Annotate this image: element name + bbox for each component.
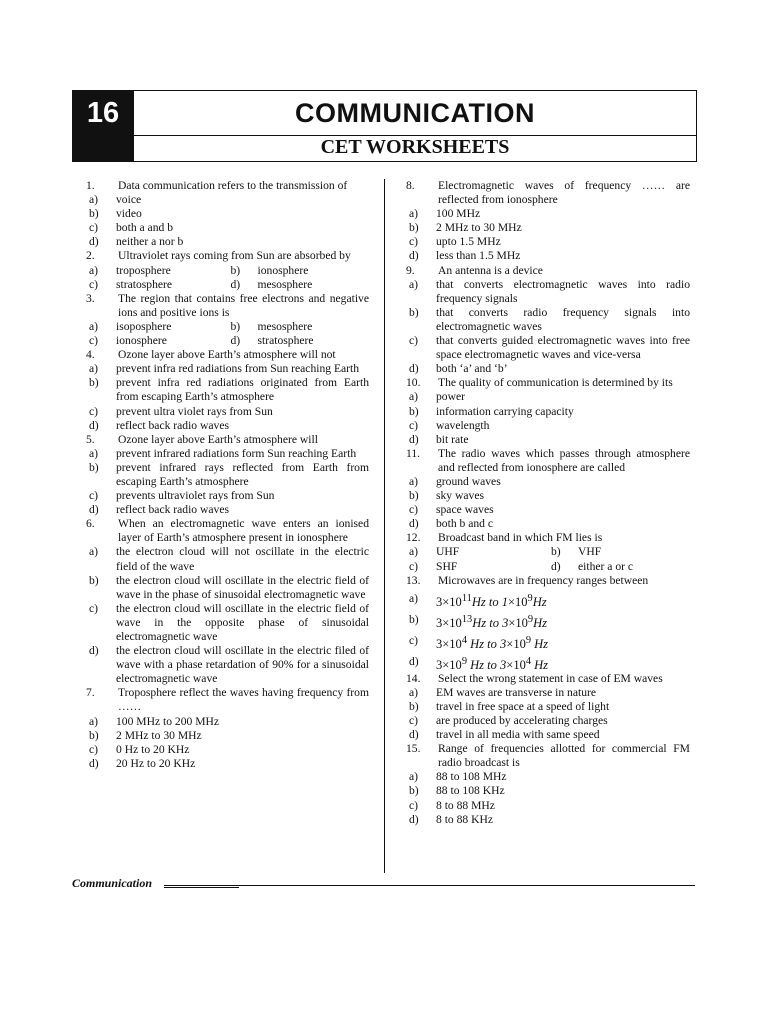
question-number: 10.	[406, 376, 421, 390]
formula-exponent: 11	[461, 592, 472, 604]
option-text: travel in free space at a speed of light	[436, 699, 610, 713]
question	[86, 292, 369, 320]
question	[406, 672, 690, 686]
option-text: 100 MHz to 200 MHz	[116, 714, 220, 728]
option-text: bit rate	[436, 432, 469, 446]
answer-option	[406, 560, 548, 574]
option-text: stratosphere	[257, 334, 314, 348]
option-letter: d)	[230, 334, 241, 348]
answer-option	[86, 376, 369, 404]
option-text: information carrying capacity	[436, 404, 574, 418]
answer-option-formula	[406, 588, 690, 609]
question	[406, 179, 690, 207]
answer-option	[406, 714, 690, 728]
question	[86, 249, 369, 263]
option-text: mesosphere	[257, 277, 313, 291]
answer-option-row	[86, 278, 369, 292]
option-letter: d)	[409, 432, 419, 446]
option-text: both a and b	[116, 221, 173, 235]
option-text: prevent infrared rays reflected from Earth from escaping Earth’s atmosphere	[116, 460, 369, 488]
option-text: the electron cloud will oscillate in the electric filed of wave with a phase retardation of 90% for a sinusoidal electromagnetic wave	[116, 644, 369, 686]
option-letter: c)	[409, 559, 419, 573]
option-letter: a)	[89, 714, 99, 728]
question-text: Troposphere reflect the waves having frequency from ……	[118, 686, 369, 714]
answer-option	[406, 419, 690, 433]
option-letter: c)	[409, 714, 419, 727]
option-text: either a or c	[578, 559, 634, 573]
question-text: Ozone layer above Earth’s atmosphere will	[118, 432, 318, 446]
option-letter: b)	[409, 305, 419, 319]
formula-unit: Hz	[531, 657, 549, 672]
question	[406, 574, 690, 588]
answer-option	[86, 405, 369, 419]
answer-option	[86, 574, 369, 602]
option-letter: a)	[409, 591, 419, 605]
answer-option-row	[86, 320, 369, 334]
question-number: 11.	[406, 446, 421, 460]
option-letter: c)	[409, 633, 419, 647]
formula-mantissa: 3	[436, 657, 443, 672]
answer-option	[406, 235, 690, 249]
option-text: mesosphere	[257, 319, 313, 333]
option-letter: d)	[409, 249, 419, 263]
answer-option	[406, 278, 690, 306]
option-letter: a)	[89, 545, 99, 559]
option-text: that converts guided electromagnetic waves into free space electromagnetic waves and vice-versa	[436, 334, 690, 362]
answer-option	[406, 728, 690, 742]
option-letter: a)	[409, 207, 419, 221]
formula-text	[436, 613, 548, 630]
chapter-subtitle: CET WORKSHEETS	[134, 134, 697, 162]
answer-option	[406, 390, 690, 404]
answer-option	[86, 602, 369, 644]
option-text: VHF	[578, 545, 602, 559]
option-letter: c)	[89, 221, 99, 235]
option-text: that converts electromagnetic waves into radio frequency signals	[436, 277, 690, 305]
right-column	[406, 179, 690, 827]
answer-option	[406, 770, 690, 784]
option-text: reflect back radio waves	[116, 503, 229, 517]
question	[86, 686, 369, 714]
answer-option	[406, 489, 690, 503]
option-text: SHF	[436, 559, 458, 573]
question-number: 3.	[86, 291, 95, 305]
option-text: power	[436, 390, 465, 404]
answer-option	[406, 207, 690, 221]
question-number: 13.	[406, 573, 421, 587]
answer-option	[406, 306, 690, 334]
question-text: An antenna is a device	[438, 263, 543, 277]
question-number: 2.	[86, 249, 95, 263]
question-number: 4.	[86, 348, 95, 362]
option-letter: d)	[89, 644, 99, 658]
answer-option	[86, 334, 228, 348]
question-text: When an electromagnetic wave enters an ionised layer of Earth’s atmosphere present in ionosphere	[118, 517, 369, 545]
chapter-header	[72, 90, 698, 162]
option-text: reflect back radio waves	[116, 418, 229, 432]
answer-option-formula	[406, 609, 690, 630]
answer-option	[86, 715, 369, 729]
answer-option	[228, 264, 370, 278]
times-sign: ×10	[506, 636, 526, 651]
question-text: Ozone layer above Earth’s atmosphere will not	[118, 348, 336, 362]
option-text: upto 1.5 MHz	[436, 235, 501, 249]
times-sign: ×10	[442, 594, 462, 609]
option-text: video	[116, 207, 142, 221]
times-sign: ×10	[442, 657, 462, 672]
option-letter: a)	[409, 277, 419, 291]
option-letter: a)	[409, 685, 419, 699]
option-text: wavelength	[436, 418, 490, 432]
option-letter: c)	[89, 601, 99, 615]
question-number: 9.	[406, 263, 415, 277]
option-letter: d)	[89, 756, 99, 770]
answer-option	[406, 784, 690, 798]
question-number: 12.	[406, 531, 421, 545]
question	[406, 531, 690, 545]
answer-option	[406, 813, 690, 827]
option-text: ionosphere	[257, 263, 309, 277]
option-text: 8 to 88 KHz	[436, 812, 493, 826]
option-text: troposphere	[116, 263, 171, 277]
answer-option	[86, 729, 369, 743]
answer-option	[406, 503, 690, 517]
option-text: 100 MHz	[436, 207, 481, 221]
option-letter: c)	[409, 334, 419, 348]
question-text: Broadcast band in which FM lies is	[438, 531, 603, 545]
option-letter: d)	[89, 418, 99, 432]
option-letter: a)	[89, 263, 99, 277]
answer-option	[228, 334, 370, 348]
option-text: the electron cloud will oscillate in the electric field of wave in the phase of sinusoidal electromagnetic wave	[116, 573, 369, 601]
column-divider	[384, 179, 385, 873]
question-text: The quality of communication is determined by its	[438, 376, 673, 390]
option-letter: d)	[409, 728, 419, 742]
question-number: 6.	[86, 517, 95, 531]
answer-option	[86, 235, 369, 249]
answer-option	[86, 503, 369, 517]
option-letter: d)	[89, 503, 99, 517]
answer-option	[86, 278, 228, 292]
option-letter: a)	[409, 390, 419, 404]
answer-option	[86, 207, 369, 221]
times-sign: ×10	[508, 615, 528, 630]
option-letter: d)	[230, 277, 241, 291]
question-number: 1.	[86, 179, 95, 192]
option-letter: b)	[551, 545, 561, 559]
formula-mantissa: 3	[436, 615, 443, 630]
question-text: The radio waves which passes through atmosphere and reflected from ionosphere are called	[438, 446, 690, 474]
answer-option	[86, 193, 369, 207]
question	[406, 376, 690, 390]
option-text: ground waves	[436, 474, 501, 488]
option-letter: b)	[409, 404, 419, 418]
formula-mid: Hz to 3	[467, 657, 507, 672]
formula-exponent: 13	[461, 613, 473, 625]
answer-option	[406, 433, 690, 447]
formula-unit: Hz	[531, 636, 549, 651]
option-text: prevent infra red radiations originated from Earth from escaping Earth’s atmosphere	[116, 376, 369, 404]
answer-option	[406, 686, 690, 700]
formula-mid: Hz to 1	[471, 594, 508, 609]
answer-option	[406, 517, 690, 531]
answer-option-row	[406, 560, 690, 574]
formula-exponent: 4	[461, 634, 468, 646]
answer-option	[86, 447, 369, 461]
answer-option	[86, 757, 369, 771]
answer-option	[406, 545, 548, 559]
option-letter: b)	[89, 573, 99, 587]
option-letter: b)	[89, 728, 99, 742]
chapter-title: COMMUNICATION	[134, 90, 697, 136]
answer-option	[228, 278, 370, 292]
answer-option	[548, 560, 690, 574]
option-text: both b and c	[436, 517, 493, 531]
answer-option	[86, 362, 369, 376]
option-text: space waves	[436, 503, 494, 517]
question	[86, 348, 369, 362]
option-text: prevents ultraviolet rays from Sun	[116, 489, 275, 503]
page-footer	[72, 876, 698, 892]
formula-exponent: 4	[525, 655, 532, 667]
times-sign: ×10	[442, 615, 462, 630]
option-letter: b)	[89, 376, 99, 390]
option-text: are produced by accelerating charges	[436, 714, 608, 727]
option-letter: c)	[409, 503, 419, 517]
times-sign: ×10	[506, 657, 526, 672]
answer-option	[228, 320, 370, 334]
question-number: 15.	[406, 742, 421, 756]
option-letter: d)	[89, 235, 99, 249]
option-letter: b)	[409, 784, 419, 798]
formula-exponent: 9	[525, 634, 532, 646]
answer-option	[86, 320, 228, 334]
option-letter: c)	[409, 418, 419, 432]
formula-unit: Hz	[532, 594, 547, 609]
option-text: less than 1.5 MHz	[436, 249, 521, 263]
answer-option	[86, 743, 369, 757]
answer-option	[86, 644, 369, 686]
question-number: 7.	[86, 686, 95, 700]
option-letter: b)	[89, 460, 99, 474]
answer-option	[86, 461, 369, 489]
formula-exponent: 9	[527, 592, 533, 604]
option-text: 0 Hz to 20 KHz	[116, 742, 190, 756]
option-text: prevent ultra violet rays from Sun	[116, 404, 273, 418]
formula-exponent: 9	[461, 655, 468, 667]
option-text: isoposphere	[116, 319, 172, 333]
option-letter: a)	[409, 474, 419, 488]
option-letter: b)	[409, 489, 419, 503]
question-text: Electromagnetic waves of frequency …… are reflected from ionosphere	[438, 179, 690, 207]
question-number: 14.	[406, 671, 421, 685]
question-text: Microwaves are in frequency ranges between	[438, 573, 649, 587]
option-text: travel in all media with same speed	[436, 728, 600, 742]
question	[86, 433, 369, 447]
question-number: 5.	[86, 432, 95, 446]
option-text: 88 to 108 MHz	[436, 770, 507, 784]
formula-mantissa: 3	[436, 594, 443, 609]
answer-option-row	[86, 334, 369, 348]
option-text: EM waves are transverse in nature	[436, 685, 596, 699]
answer-option-row	[86, 264, 369, 278]
option-text: ionosphere	[116, 334, 167, 348]
answer-option	[548, 545, 690, 559]
question-text: Select the wrong statement in case of EM waves	[438, 671, 663, 685]
answer-option-formula	[406, 630, 690, 651]
formula-text	[436, 634, 549, 651]
option-letter: a)	[89, 446, 99, 460]
option-letter: c)	[89, 742, 99, 756]
option-letter: d)	[409, 812, 419, 826]
times-sign: ×10	[507, 594, 528, 609]
question-text: The region that contains free electrons and negative ions and positive ions is	[118, 291, 369, 319]
option-text: that converts radio frequency signals into electromagnetic waves	[436, 305, 690, 333]
footer-rule-accent	[164, 887, 239, 888]
question	[406, 264, 690, 278]
chapter-number: 16	[72, 90, 134, 162]
option-letter: a)	[89, 319, 99, 333]
option-text: UHF	[436, 545, 460, 559]
option-letter: b)	[230, 263, 241, 277]
option-text: neither a nor b	[116, 235, 184, 249]
option-text: prevent infrared radiations form Sun reaching Earth	[116, 446, 357, 460]
option-letter: d)	[409, 362, 419, 376]
question-number: 8.	[406, 179, 415, 192]
option-letter: a)	[89, 193, 99, 207]
option-text: the electron cloud will not oscillate in the electric field of the wave	[116, 545, 369, 573]
formula-text	[436, 592, 547, 609]
answer-option	[86, 489, 369, 503]
formula-unit: Hz	[533, 615, 548, 630]
option-text: 2 MHz to 30 MHz	[436, 221, 522, 235]
times-sign: ×10	[442, 636, 462, 651]
option-text: 20 Hz to 20 KHz	[116, 756, 196, 770]
answer-option	[406, 405, 690, 419]
formula-mantissa: 3	[436, 636, 443, 651]
option-text: stratosphere	[116, 277, 173, 291]
left-column	[86, 179, 369, 771]
option-letter: b)	[409, 699, 419, 713]
option-letter: d)	[551, 559, 561, 573]
option-text: 2 MHz to 30 MHz	[116, 728, 202, 742]
answer-option-formula	[406, 651, 690, 672]
option-letter: b)	[409, 612, 419, 626]
answer-option-row	[406, 545, 690, 559]
option-letter: c)	[89, 404, 99, 418]
option-text: prevent infra red radiations from Sun reaching Earth	[116, 362, 360, 376]
option-letter: b)	[409, 221, 419, 235]
answer-option	[406, 700, 690, 714]
option-letter: c)	[89, 277, 99, 291]
option-text: the electron cloud will oscillate in the electric field of wave in the opposite phase of sinusoidal electromagnetic wave	[116, 601, 369, 643]
question-text: Range of frequencies allotted for commercial FM radio broadcast is	[438, 742, 690, 770]
answer-option	[86, 545, 369, 573]
option-letter: c)	[409, 235, 419, 249]
answer-option	[406, 475, 690, 489]
option-letter: b)	[230, 319, 241, 333]
answer-option	[406, 249, 690, 263]
option-letter: c)	[409, 798, 419, 812]
option-text: 88 to 108 KHz	[436, 784, 505, 798]
option-text: both ‘a’ and ‘b’	[436, 362, 508, 376]
formula-exponent: 9	[527, 613, 534, 625]
footer-text: Communication	[72, 876, 153, 890]
answer-option	[406, 334, 690, 362]
answer-option	[86, 264, 228, 278]
option-letter: a)	[89, 362, 99, 376]
option-letter: a)	[409, 770, 419, 784]
option-text: sky waves	[436, 489, 484, 503]
option-letter: a)	[409, 545, 419, 559]
formula-text	[436, 655, 549, 672]
answer-option	[86, 221, 369, 235]
answer-option	[86, 419, 369, 433]
question-text: Data communication refers to the transmission of	[118, 179, 348, 192]
answer-option	[406, 362, 690, 376]
footer-rule	[164, 885, 695, 886]
option-text: 8 to 88 MHz	[436, 798, 495, 812]
option-letter: d)	[409, 517, 419, 531]
question	[86, 179, 369, 193]
formula-mid: Hz to 3	[467, 636, 507, 651]
formula-mid: Hz to 3	[472, 615, 509, 630]
question-text: Ultraviolet rays coming from Sun are absorbed by	[118, 249, 351, 263]
question	[406, 447, 690, 475]
question	[86, 517, 369, 545]
option-letter: c)	[89, 489, 99, 503]
option-text: voice	[116, 193, 142, 207]
question	[406, 742, 690, 770]
option-letter: c)	[89, 334, 99, 348]
answer-option	[406, 799, 690, 813]
option-letter: b)	[89, 207, 99, 221]
option-letter: d)	[409, 654, 419, 668]
answer-option	[406, 221, 690, 235]
